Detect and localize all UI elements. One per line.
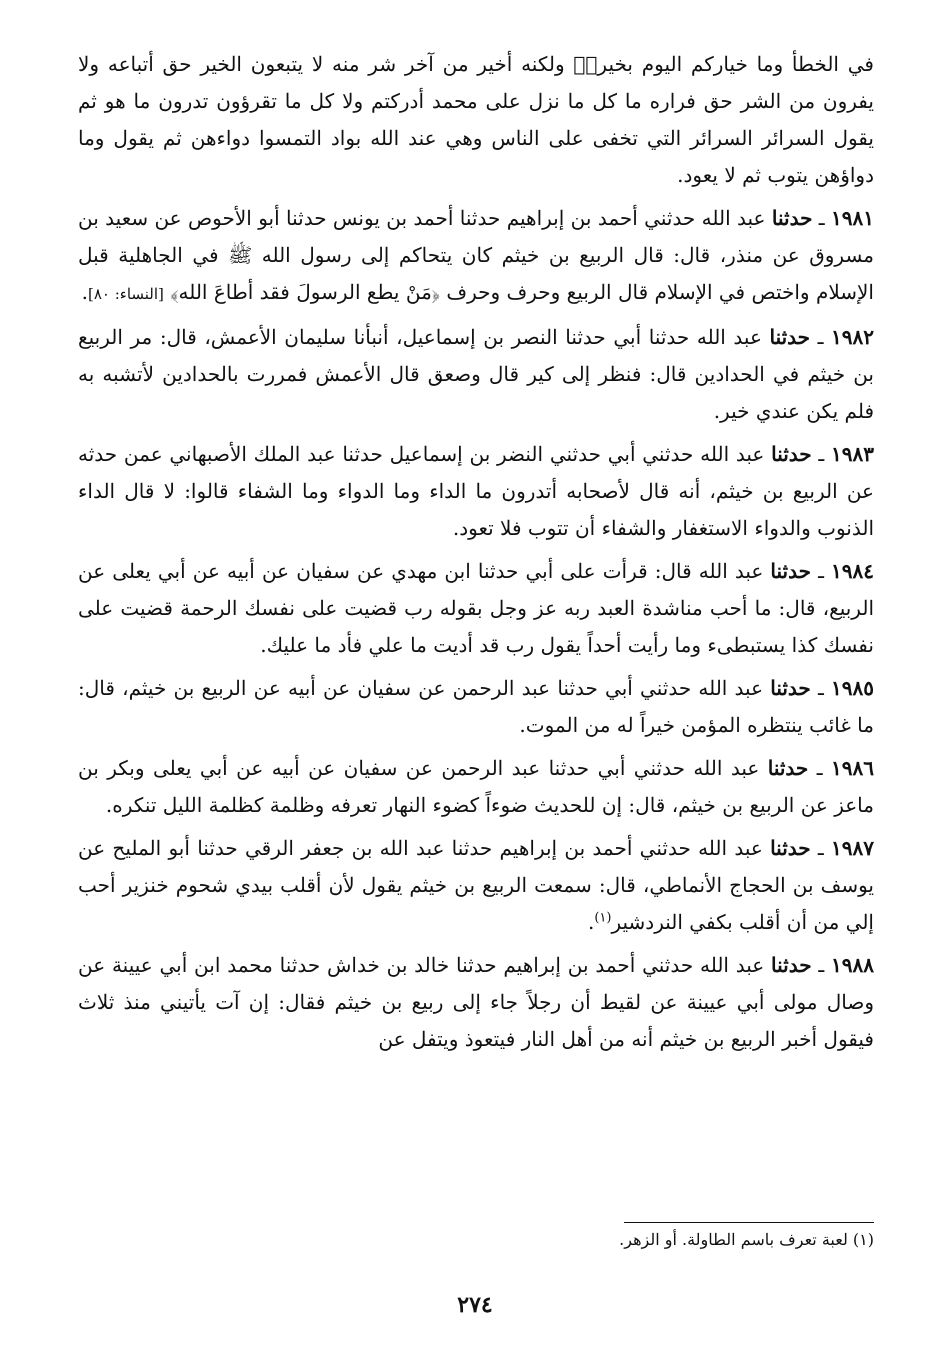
hadith-number: ١٩٨٣ (831, 442, 875, 466)
hadith-number: ١٩٨٧ (831, 836, 875, 860)
hadith-text: عبد الله قال: قرأت على أبي حدثنا ابن مهدي عن سفيان عن أبيه عن أبي يعلى عن الربيع، قال: ما أحب مناشدة العبد ربه عز وجل بقوله رب قضيت على نفسك الرحمة قضيت على نفسك كذا يستبطىء وما رأيت أحداً يقول رب قد أديت ما علي فأد ما عليك. (78, 559, 874, 657)
hadith-number: ١٩٨٨ (831, 953, 874, 977)
hadith-1981 (78, 200, 874, 313)
hadith-separator: ـ (810, 559, 832, 583)
hadith-text: عبد الله حدثنا أبي حدثنا النصر بن إسماعيل، أنبأنا سليمان الأعمش، قال: مر الربيع بن خيثم في الحدادين قال: فنظر إلى كير قال وصعق قال الأعمش فمررت بالحدادين لأتشبه به فلم يكن عندي خير. (78, 325, 875, 423)
hadith-keyword: حدثنا (770, 559, 811, 583)
hadith-separator: ـ (810, 676, 832, 700)
hadith-1983 (78, 436, 874, 547)
page-number: ٢٧٤ (457, 1292, 493, 1318)
hadith-keyword: حدثنا (771, 442, 812, 466)
hadith-tail: . (587, 910, 595, 934)
page-body (78, 46, 874, 1064)
hadith-1986 (78, 750, 874, 824)
hadith-separator: ـ (811, 953, 832, 977)
paragraph-continuation (78, 46, 874, 194)
hadith-keyword: حدثنا (769, 325, 811, 349)
hadith-separator: ـ (812, 206, 832, 230)
hadith-keyword: حدثنا (771, 953, 812, 977)
footnote: (١) لعبة تعرف باسم الطاولة. أو الزهر. (619, 1230, 874, 1249)
hadith-number: ١٩٨٥ (831, 676, 874, 700)
hadith-text: عبد الله حدثني أحمد بن إبراهيم حدثنا خالد بن خداش حدثنا محمد ابن أبي عيينة عن وصال مولى أبي عيينة عن لقيط أن رجلاً جاء إلى ربيع بن خيثم فقال: إن آت يأتيني منذ ثلاث فيقول أخبر الربيع بن خيثم أنه من أهل النار فيتعوذ ويتفل عن (78, 953, 874, 1051)
hadith-keyword: حدثنا (767, 756, 809, 780)
hadith-separator: ـ (810, 836, 832, 860)
hadith-text: عبد الله حدثني أبي حدثنا عبد الرحمن عن سفيان عن أبيه عن أبي يعلى وبكر بن ماعز عن الربيع بن خيثم، قال: إن للحديث ضوءاً كضوء النهار تعرفه وظلمة كظلمة الليل تنكره. (78, 756, 874, 817)
hadith-number: ١٩٨٢ (831, 325, 875, 349)
hadith-text: عبد الله حدثني أحمد بن إبراهيم حدثنا أحمد بن يونس حدثنا أبو الأحوص عن سعيد بن مسروق عن منذر، قال: قال الربيع بن خيثم كان يتحاكم إلى رسول الله ﷺ في الجاهلية قبل الإسلام واختص في الإسلام قال الربيع وحرف وحرف ﴿مَنْ يطع الرسولَ فقد أطاعَ الله﴾ (78, 206, 874, 304)
hadith-number: ١٩٨٤ (831, 559, 874, 583)
hadith-keyword: حدثنا (771, 206, 813, 230)
hadith-1988 (78, 947, 874, 1058)
hadith-text: عبد الله حدثني أبي حدثنا عبد الرحمن عن سفيان عن أبيه عن الربيع بن خيثم، قال: ما غائب ينتظره المؤمن خيراً له من الموت. (78, 676, 874, 737)
hadith-separator: ـ (810, 325, 832, 349)
hadith-1984 (78, 553, 874, 664)
footnote-marker[interactable]: (١) (594, 910, 612, 926)
hadith-tail: . (81, 280, 88, 304)
hadith-keyword: حدثنا (770, 836, 811, 860)
hadith-number: ١٩٨٦ (831, 756, 875, 780)
hadith-number: ١٩٨١ (831, 206, 874, 230)
hadith-1987 (78, 830, 874, 941)
hadith-1982 (78, 319, 874, 430)
hadith-separator: ـ (811, 442, 832, 466)
hadith-1985 (78, 670, 874, 744)
quran-reference: [النساء: ٨٠] (87, 285, 164, 303)
hadith-keyword: حدثنا (770, 676, 811, 700)
hadith-separator: ـ (808, 756, 832, 780)
hadith-text: عبد الله حدثني أبي حدثني النضر بن إسماعيل حدثنا عبد الملك الأصبهاني عمن حدثه عن الربيع بن خيثم، أنه قال لأصحابه أتدرون ما الداء وما الدواء وما الشفاء قالوا: لا قال الداء الذنوب والدواء الاستغفار والشفاء أن تتوب فلا تعود. (78, 442, 874, 540)
hadith-text: عبد الله حدثني أحمد بن إبراهيم حدثنا عبد الله بن جعفر الرقي حدثنا أبو المليح عن يوسف بن الحجاج الأنماطي، قال: سمعت الربيع بن خيثم يقول لأن أقلب بيدي شحوم خنزير أحب إلي من أن أقلب بكفي النردشير (78, 836, 874, 934)
footnote-divider (624, 1222, 874, 1223)
paragraph-text: في الخطأ وما خياركم اليوم بخيرهٖ ولكنه أخير من آخر شر منه لا يتبعون الخير حق أتباعه ولا يفرون من الشر حق فراره ما كل ما نزل على محمد أدركتم ولا كل ما تقرؤون تدرون ما هو ثم يقول السرائر السرائر التي تخفى على الناس وهي عند الله بواد التمسوا دواءهن ثم يقول وما دواؤهن يتوب ثم لا يعود. (78, 52, 874, 187)
